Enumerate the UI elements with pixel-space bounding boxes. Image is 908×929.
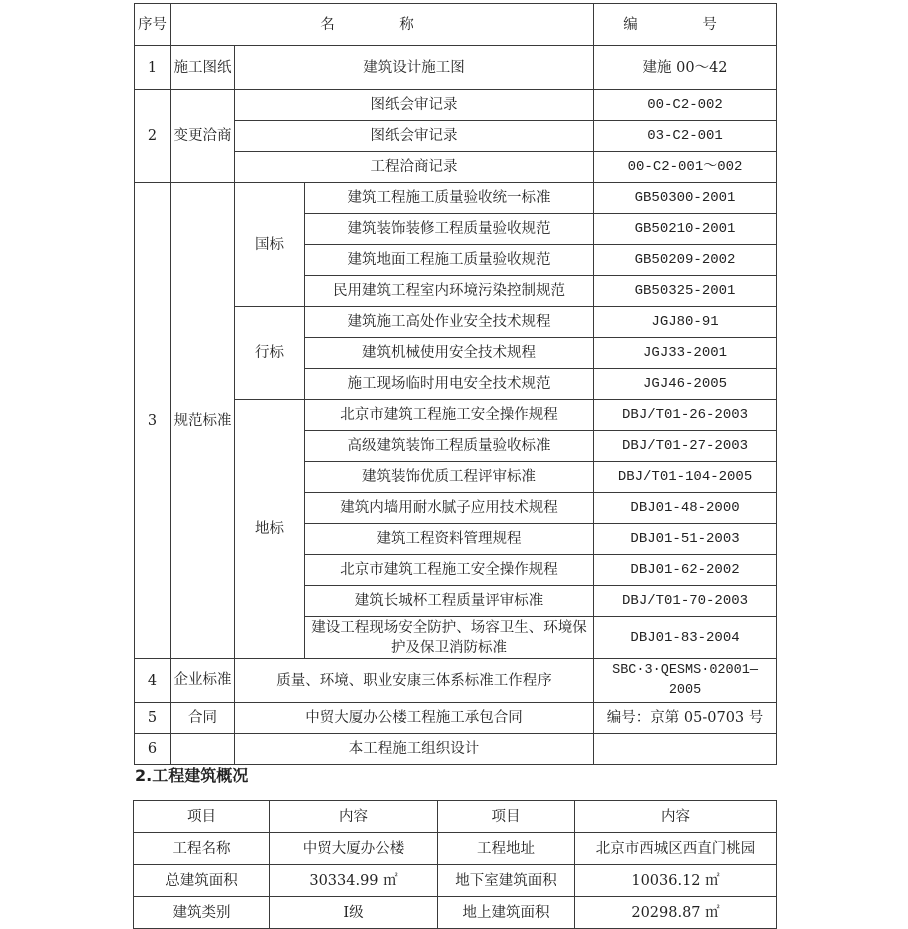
document-name: 建筑地面工程施工质量验收规范 (305, 245, 594, 276)
row-number: 1 (135, 46, 171, 90)
document-name: 图纸会审记录 (235, 90, 594, 121)
document-code: DBJ01-48-2000 (594, 493, 777, 524)
document-name: 建设工程现场安全防护、场容卫生、环境保护及保卫消防标准 (305, 617, 594, 659)
document-code: 00-C2-001～002 (594, 152, 777, 183)
document-code: 建施 00～42 (594, 46, 777, 90)
document-name: 北京市建筑工程施工安全操作规程 (305, 555, 594, 586)
document-code: DBJ01-62-2002 (594, 555, 777, 586)
document-code: JGJ33-2001 (594, 338, 777, 369)
item-label: 工程名称 (134, 833, 270, 865)
item-label: 地下室建筑面积 (438, 865, 575, 897)
header-content: 内容 (270, 801, 438, 833)
document-name: 建筑装饰优质工程评审标准 (305, 462, 594, 493)
document-code: DBJ/T01-27-2003 (594, 431, 777, 462)
document-code: GB50209-2002 (594, 245, 777, 276)
document-code: 00-C2-002 (594, 90, 777, 121)
document-name: 北京市建筑工程施工安全操作规程 (305, 400, 594, 431)
category-cell: 变更洽商 (171, 90, 235, 183)
document-code: GB50325-2001 (594, 276, 777, 307)
row-number: 3 (135, 183, 171, 659)
document-code: GB50300-2001 (594, 183, 777, 214)
document-name: 工程洽商记录 (235, 152, 594, 183)
item-label: 地上建筑面积 (438, 897, 575, 929)
category-cell: 合同 (171, 703, 235, 734)
header-seq: 序号 (135, 4, 171, 46)
item-value: 10036.12 ㎡ (575, 865, 777, 897)
document-name: 质量、环境、职业安康三体系标准工作程序 (235, 659, 594, 703)
document-code: DBJ/T01-26-2003 (594, 400, 777, 431)
category-cell: 企业标准 (171, 659, 235, 703)
row-number: 6 (135, 734, 171, 765)
document-name: 施工现场临时用电安全技术规范 (305, 369, 594, 400)
document-name: 中贸大厦办公楼工程施工承包合同 (235, 703, 594, 734)
document-name: 高级建筑装饰工程质量验收标准 (305, 431, 594, 462)
document-code: 03-C2-001 (594, 121, 777, 152)
document-name: 图纸会审记录 (235, 121, 594, 152)
section-heading: 2.工程建筑概况 (135, 766, 249, 785)
document-code (594, 734, 777, 765)
document-name: 建筑长城杯工程质量评审标准 (305, 586, 594, 617)
subcategory-hangbiao: 行标 (235, 307, 305, 400)
item-value: 30334.99 ㎡ (270, 865, 438, 897)
row-number: 4 (135, 659, 171, 703)
document-code: DBJ/T01-70-2003 (594, 586, 777, 617)
category-cell: 规范标准 (171, 183, 235, 659)
header-item: 项目 (438, 801, 575, 833)
document-code: 编号：京第 05-0703 号 (594, 703, 777, 734)
row-number: 5 (135, 703, 171, 734)
category-cell: 施工图纸 (171, 46, 235, 90)
item-label: 建筑类别 (134, 897, 270, 929)
reference-documents-table (134, 3, 777, 765)
document-code: JGJ80-91 (594, 307, 777, 338)
item-value: 北京市西城区西直门桃园 (575, 833, 777, 865)
item-label: 总建筑面积 (134, 865, 270, 897)
document-name: 建筑机械使用安全技术规程 (305, 338, 594, 369)
header-name: 名 称 (171, 4, 594, 46)
document-code: DBJ01-51-2003 (594, 524, 777, 555)
row-number: 2 (135, 90, 171, 183)
header-item: 项目 (134, 801, 270, 833)
document-name: 建筑设计施工图 (235, 46, 594, 90)
document-name: 建筑工程施工质量验收统一标准 (305, 183, 594, 214)
document-name: 建筑内墙用耐水腻子应用技术规程 (305, 493, 594, 524)
document-code: GB50210-2001 (594, 214, 777, 245)
document-name: 建筑工程资料管理规程 (305, 524, 594, 555)
item-value: 20298.87 ㎡ (575, 897, 777, 929)
document-name: 建筑装饰装修工程质量验收规范 (305, 214, 594, 245)
item-value: 中贸大厦办公楼 (270, 833, 438, 865)
document-name: 建筑施工高处作业安全技术规程 (305, 307, 594, 338)
subcategory-guobiao: 国标 (235, 183, 305, 307)
category-cell (171, 734, 235, 765)
subcategory-dibiao: 地标 (235, 400, 305, 659)
item-label: 工程地址 (438, 833, 575, 865)
document-code: SBC·3·QESMS·02001—2005 (594, 659, 777, 703)
header-content: 内容 (575, 801, 777, 833)
document-code: JGJ46-2005 (594, 369, 777, 400)
document-name: 本工程施工组织设计 (235, 734, 594, 765)
header-code: 编 号 (594, 4, 777, 46)
document-code: DBJ01-83-2004 (594, 617, 777, 659)
item-value: Ⅰ级 (270, 897, 438, 929)
document-code: DBJ/T01-104-2005 (594, 462, 777, 493)
building-overview-table (133, 800, 777, 929)
document-name: 民用建筑工程室内环境污染控制规范 (305, 276, 594, 307)
